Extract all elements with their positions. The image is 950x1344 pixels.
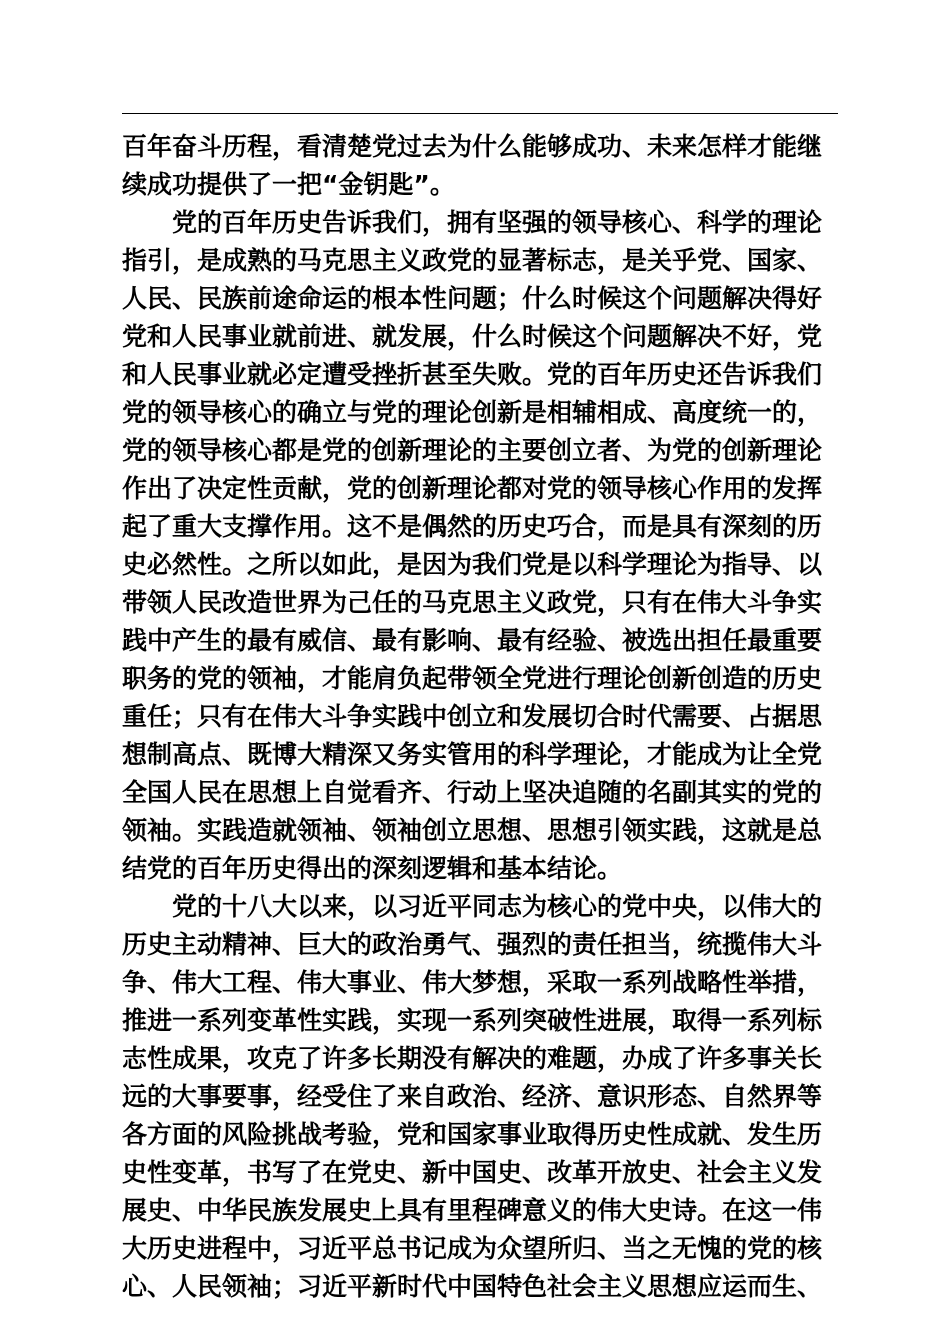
text-line: 争、伟大工程、伟大事业、伟大梦想，采取一系列战略性举措， [122,968,823,997]
text-line: 想制高点、既博大精深又务实管用的科学理论，才能成为让全党 [122,740,823,769]
text-line: 作出了决定性贡献，党的创新理论都对党的领导核心作用的发挥 [122,474,823,503]
text-line: 志性成果，攻克了许多长期没有解决的难题，办成了许多事关长 [122,1044,823,1073]
text-line: 党的十八大以来，以习近平同志为核心的党中央，以伟大的 [122,892,823,921]
text-line: 党的领导核心的确立与党的理论创新是相辅相成、高度统一的， [122,398,823,427]
text-line: 历史主动精神、巨大的政治勇气、强烈的责任担当，统揽伟大斗 [122,930,823,959]
text-line: 人民、民族前途命运的根本性问题；什么时候这个问题解决得好 [122,284,823,313]
text-line: 践中产生的最有威信、最有影响、最有经验、被选出担任最重要 [122,626,823,655]
text-line: 远的大事要事，经受住了来自政治、经济、意识形态、自然界等 [122,1082,823,1111]
header-divider [122,113,838,114]
text-line: 起了重大支撑作用。这不是偶然的历史巧合，而是具有深刻的历 [122,512,823,541]
text-line: 职务的党的领袖，才能肩负起带领全党进行理论创新创造的历史 [122,664,823,693]
text-line: 推进一系列变革性实践，实现一系列突破性进展，取得一系列标 [122,1006,823,1035]
text-line: 各方面的风险挑战考验，党和国家事业取得历史性成就、发生历 [122,1120,823,1149]
text-line: 百年奋斗历程，看清楚党过去为什么能够成功、未来怎样才能继 [122,132,823,161]
text-line: 全国人民在思想上自觉看齐、行动上坚决追随的名副其实的党的 [122,778,823,807]
text-line: 心、人民领袖；习近平新时代中国特色社会主义思想应运而生、 [122,1272,823,1301]
text-line: 党的百年历史告诉我们，拥有坚强的领导核心、科学的理论 [122,208,823,237]
text-line: 指引，是成熟的马克思主义政党的显著标志，是关乎党、国家、 [122,246,823,275]
text-line: 和人民事业就必定遭受挫折甚至失败。党的百年历史还告诉我们 [122,360,823,389]
text-line: 续成功提供了一把“金钥匙”。 [122,170,455,199]
text-line: 党的领导核心都是党的创新理论的主要创立者、为党的创新理论 [122,436,823,465]
text-line: 史必然性。之所以如此，是因为我们党是以科学理论为指导、以 [122,550,823,579]
text-line: 结党的百年历史得出的深刻逻辑和基本结论。 [122,854,623,883]
text-line: 领袖。实践造就领袖、领袖创立思想、思想引领实践，这就是总 [122,816,823,845]
text-line: 展史、中华民族发展史上具有里程碑意义的伟大史诗。在这一伟 [122,1196,823,1225]
document-body [122,128,838,1306]
text-line: 大历史进程中，习近平总书记成为众望所归、当之无愧的党的核 [122,1234,823,1263]
text-line: 党和人民事业就前进、就发展，什么时候这个问题解决不好，党 [122,322,823,351]
text-line: 重任；只有在伟大斗争实践中创立和发展切合时代需要、占据思 [122,702,823,731]
text-line: 史性变革，书写了在党史、新中国史、改革开放史、社会主义发 [122,1158,823,1187]
text-line: 带领人民改造世界为己任的马克思主义政党，只有在伟大斗争实 [122,588,823,617]
